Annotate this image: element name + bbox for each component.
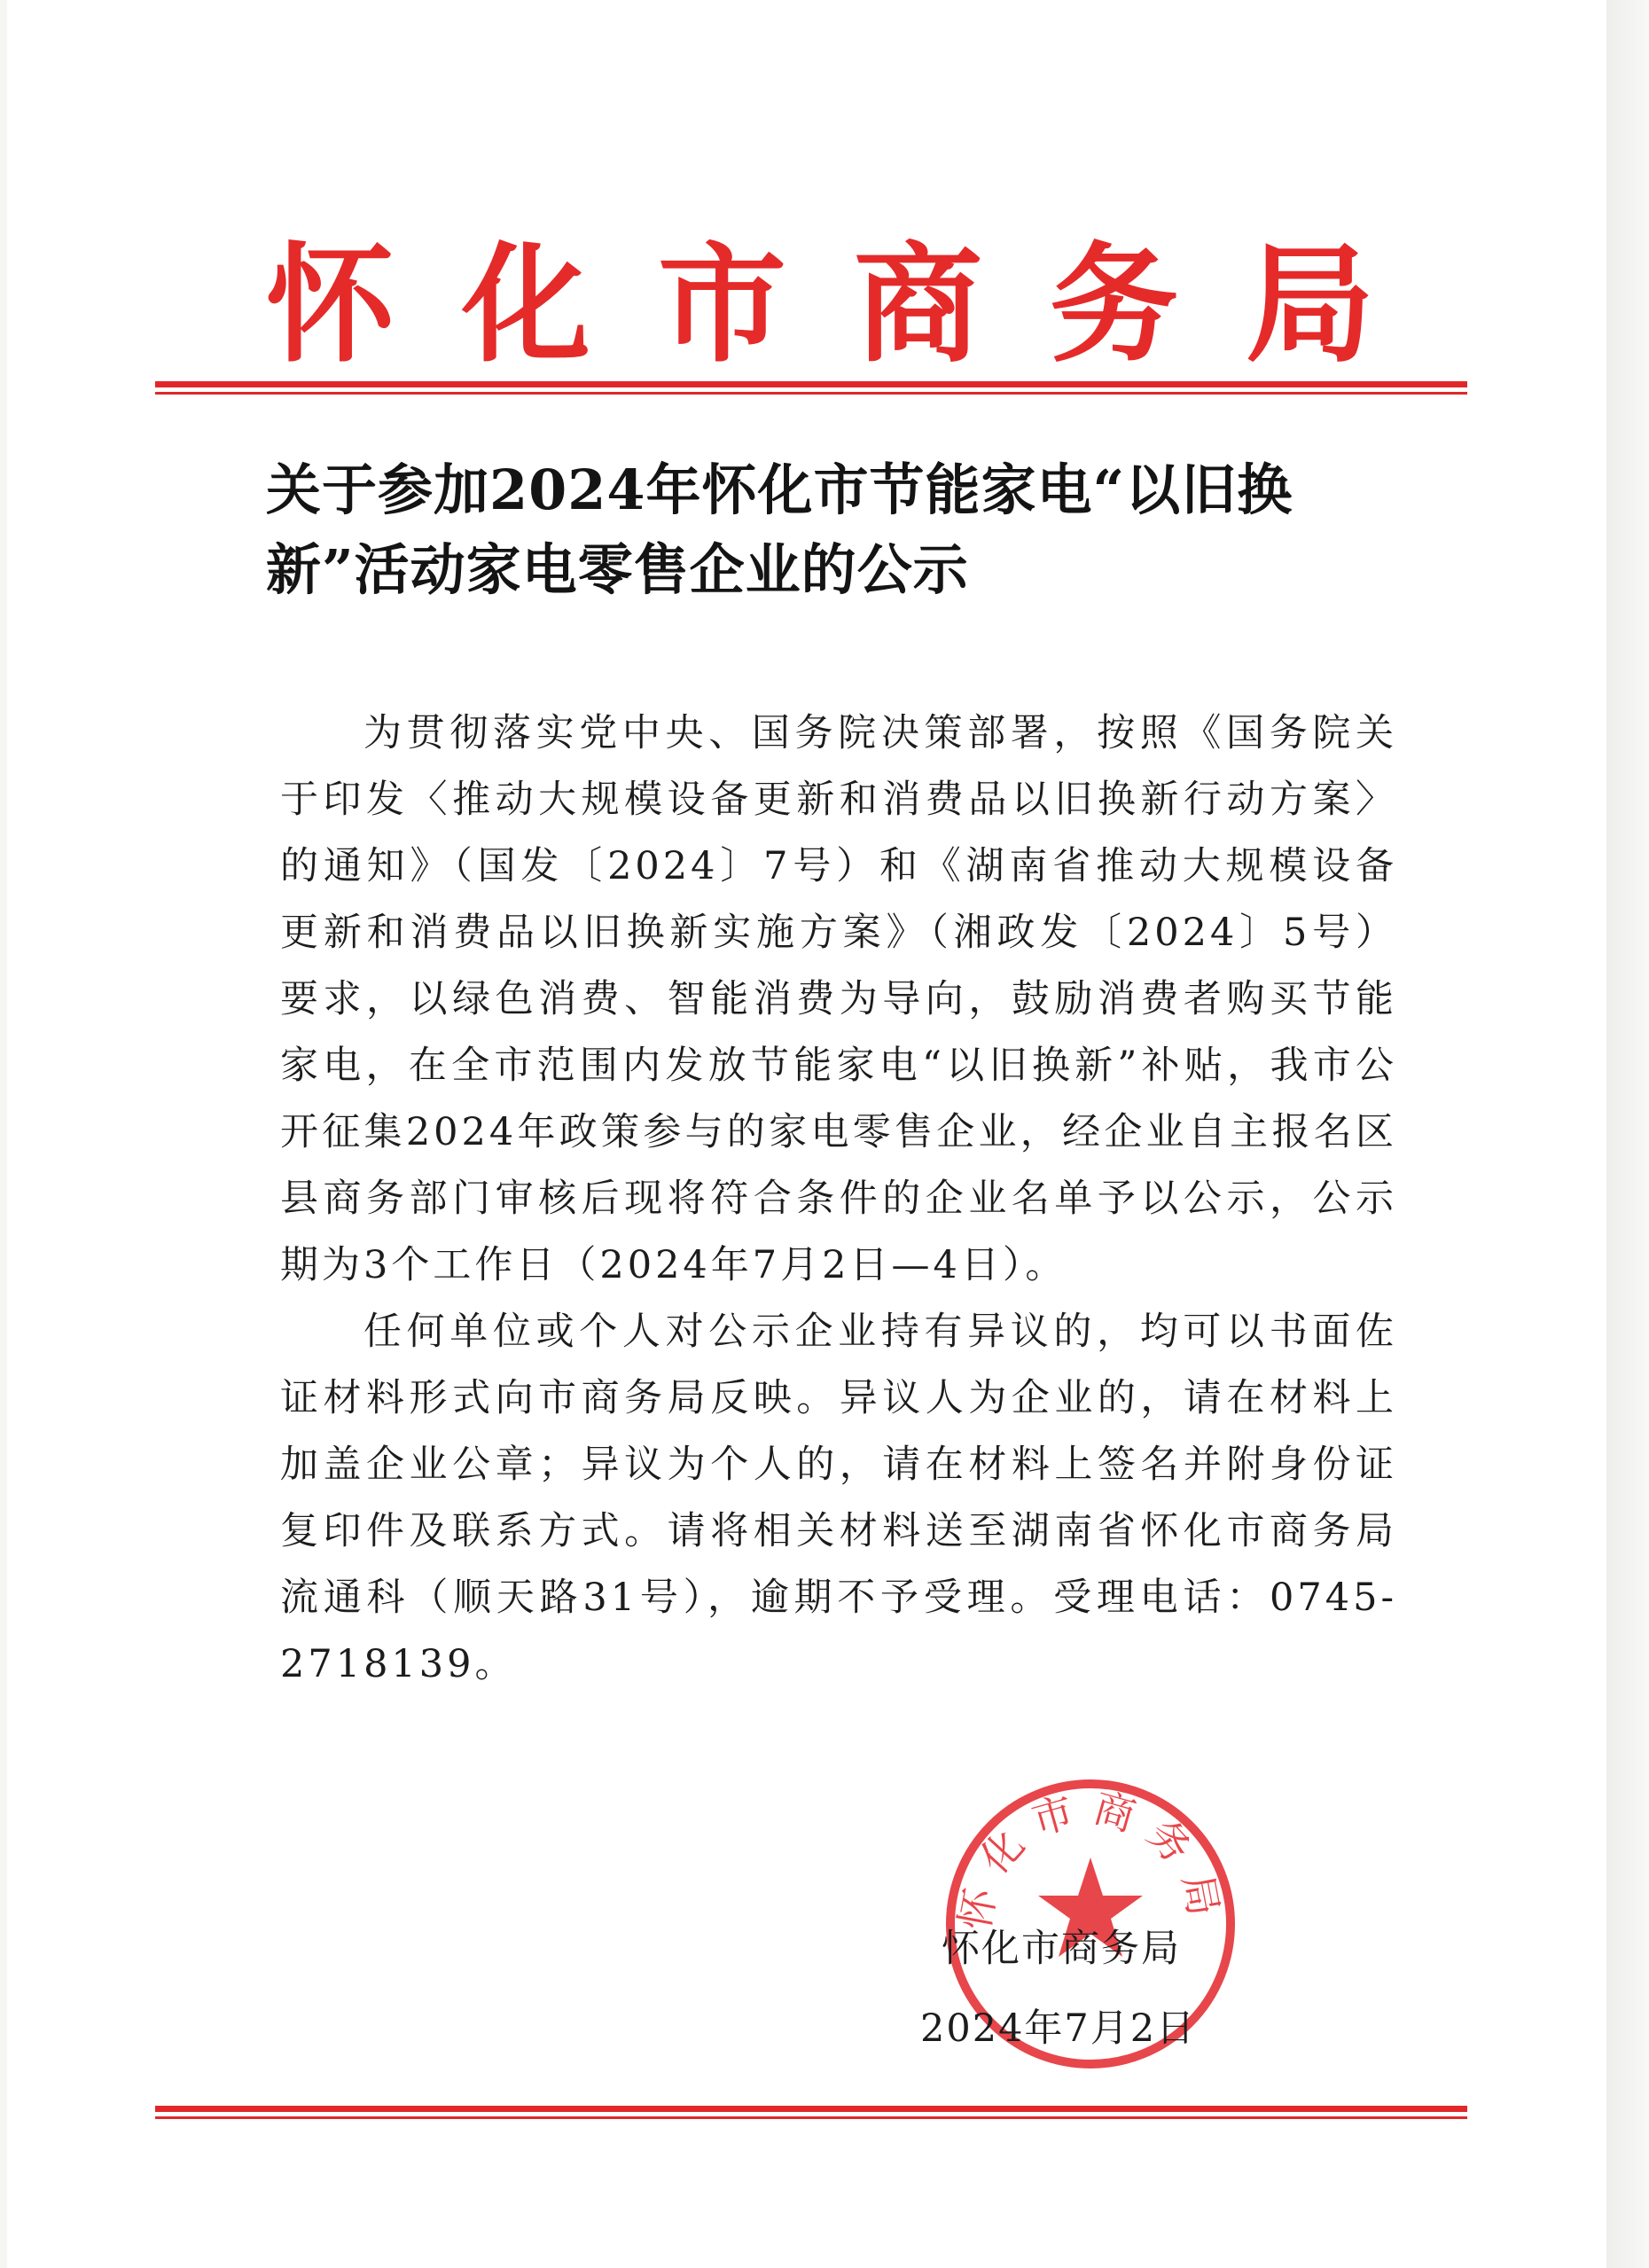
- masthead-char: 化: [462, 231, 590, 380]
- masthead-char: 商: [854, 231, 982, 380]
- masthead-char: 市: [658, 231, 786, 380]
- body-paragraph: 任何单位或个人对公示企业持有异议的，均可以书面佐证材料形式向市商务局反映。异议人为企业的，请在材料上加盖企业公章；异议为个人的，请在材料上签名并附身份证复印件及联系方式。请将相关材料送至湖南省怀化市商务局流通科（顺天路31号），逾期不予受理。受理电话：0745-2718139。: [280, 1310, 1397, 1686]
- signature-date: 2024年7月2日: [920, 2006, 1197, 2051]
- masthead-char: 务: [1050, 231, 1178, 380]
- masthead-char: 怀: [266, 231, 395, 380]
- page-edge-shadow: [1606, 0, 1649, 2268]
- header-divider: [155, 381, 1467, 395]
- body-paragraph: 为贯彻落实党中央、国务院决策部署，按照《国务院关于印发〈推动大规模设备更新和消费品以旧换新行动方案〉的通知》（国发〔2024〕7号）和《湖南省推动大规模设备更新和消费品以旧换新实施方案》（湘政发〔2024〕5号）要求，以绿色消费、智能消费为导向，鼓励消费者购买节能家电，在全市范围内发放节能家电“以旧换新”补贴，我市公开征集2024年政策参与的家电零售企业，经企业自主报名区县商务部门审核后现将符合条件的企业名单予以公示，公示期为3个工作日（2024年7月2日—4日）。: [280, 711, 1397, 1287]
- signature-organization: 怀化市商务局: [942, 1927, 1181, 1971]
- seal-text: 怀化市商务局: [950, 1783, 1231, 1934]
- notice-body: [280, 700, 1397, 1698]
- notice-title: 关于参加2024年怀化市节能家电“以旧换新”活动家电零售企业的公示: [266, 458, 1293, 602]
- masthead-char: 局: [1246, 231, 1374, 380]
- footer-divider: [155, 2106, 1467, 2119]
- masthead-org-name: [266, 226, 1374, 386]
